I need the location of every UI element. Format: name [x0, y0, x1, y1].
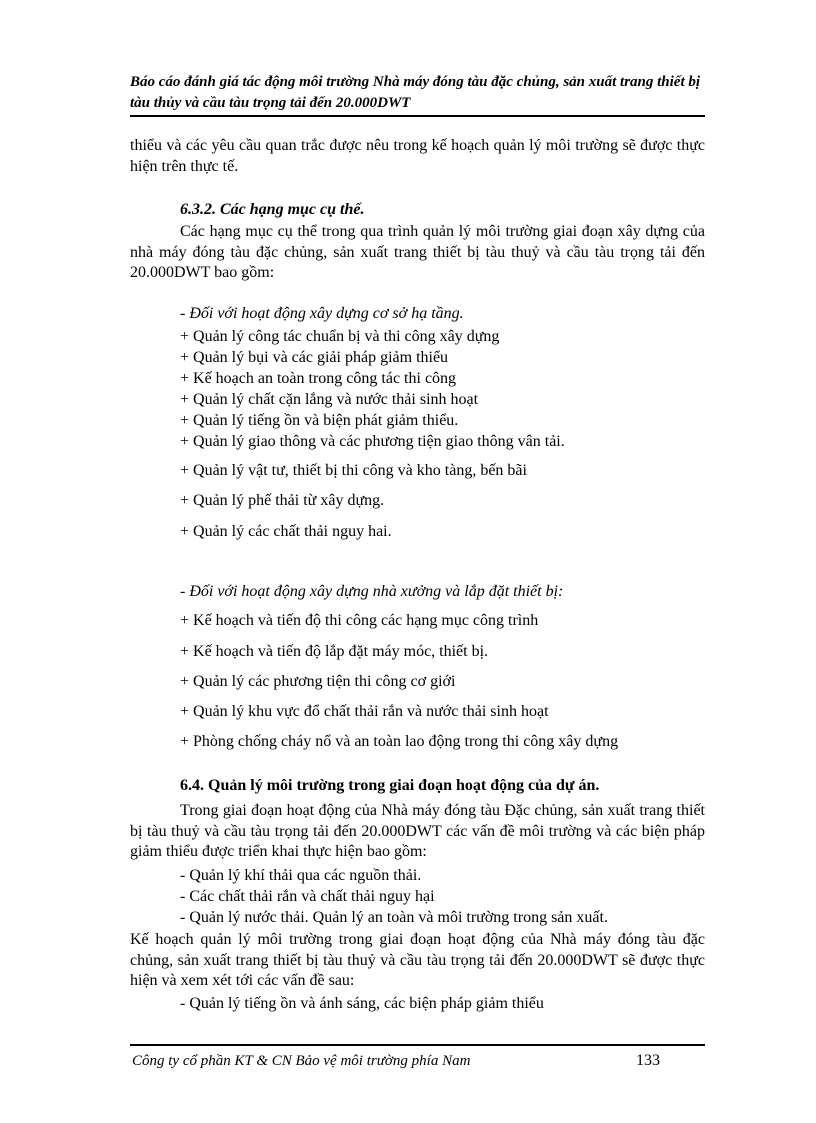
section-64-last-item: - Quản lý tiếng ồn và ánh sáng, các biện pháp giảm thiểu — [180, 995, 544, 1012]
group2-title: - Đối với hoạt động xây dựng nhà xưởng và lắp đặt thiết bị: — [180, 583, 564, 600]
section-64-item: - Quản lý khí thải qua các nguồn thải. — [180, 867, 422, 884]
group1-item: + Quản lý vật tư, thiết bị thi công và kho tàng, bến bãi — [180, 462, 527, 479]
group1-item: + Quản lý phế thải từ xây dựng. — [180, 492, 385, 509]
section-632-paragraph: Các hạng mục cụ thể trong qua trình quản lý môi trường giai đoạn xây dựng của nhà máy đóng tàu đặc chủng, sản xuất trang thiết bị tàu thuỷ và cầu tàu trọng tải đến 20.000DWT bao gồm: — [130, 223, 705, 281]
page-header — [130, 72, 705, 114]
group2-item: + Kế hoạch và tiến độ thi công các hạng mục công trình — [180, 612, 539, 629]
group2-item: + Kế hoạch và tiến độ lắp đặt máy móc, thiết bị. — [180, 643, 489, 660]
footer-rule — [130, 1044, 705, 1046]
group1-item: + Quản lý công tác chuẩn bị và thi công xây dựng — [180, 328, 500, 345]
section-64-paragraph-1: Trong giai đoạn hoạt động của Nhà máy đóng tàu Đặc chủng, sản xuất trang thiết bị tàu thuỷ và cầu tàu trọng tải đến 20.000DWT các vấn đề môi trường và các biện pháp giảm thiểu được triển khai thực hiện bao gồm: — [130, 802, 705, 860]
group1-item: + Quản lý các chất thải nguy hai. — [180, 523, 392, 540]
group2-item: + Quản lý khu vực đổ chất thải rắn và nước thải sinh hoạt — [180, 703, 549, 720]
page-number: 133 — [636, 1052, 660, 1069]
header-rule — [130, 115, 705, 117]
group1-item: + Quản lý giao thông và các phương tiện giao thông vân tải. — [180, 433, 565, 450]
group1-title: - Đối với hoạt động xây dựng cơ sở hạ tầng. — [180, 305, 464, 322]
section-64-paragraph-2: Kế hoạch quản lý môi trường trong giai đoạn hoạt động của Nhà máy đóng tàu đặc chủng, sản xuất trang thiết bị tàu thuỷ và cầu tàu trọng tải đến 20.000DWT sẽ được thực hiện và xem xét tới các vấn đề sau: — [130, 931, 705, 989]
group1-item: + Kế hoạch an toàn trong công tác thi công — [180, 370, 457, 387]
section-632-heading: 6.3.2. Các hạng mục cụ thể. — [180, 201, 365, 218]
group2-item: + Phòng chống cháy nổ và an toàn lao động trong thi công xây dựng — [180, 733, 619, 750]
section-64-heading: 6.4. Quản lý môi trường trong giai đoạn hoạt động của dự án. — [180, 777, 600, 794]
group1-item: + Quản lý bụi và các giải pháp giảm thiểu — [180, 349, 449, 366]
section-64-item: - Quản lý nước thải. Quản lý an toàn và môi trường trong sản xuất. — [180, 909, 608, 926]
intro-paragraph: thiểu và các yêu cầu quan trắc được nêu trong kế hoạch quản lý môi trường sẽ được thực hiện trên thực tế. — [130, 137, 705, 175]
footer-company: Công ty cổ phần KT & CN Bảo vệ môi trường phía Nam — [132, 1053, 471, 1069]
group1-item: + Quản lý tiếng ồn và biện phát giảm thiểu. — [180, 412, 459, 429]
group2-item: + Quản lý các phương tiện thi công cơ giới — [180, 673, 456, 690]
header-title: Báo cáo đánh giá tác động môi trường Nhà máy đóng tàu đặc chủng, sản xuất trang thiết bị tàu thủy và cầu tàu trọng tải đến 20.000DWT — [130, 74, 701, 111]
section-64-item: - Các chất thải rắn và chất thải nguy hại — [180, 888, 435, 905]
group1-item: + Quản lý chất cặn lắng và nước thải sinh hoạt — [180, 391, 479, 408]
